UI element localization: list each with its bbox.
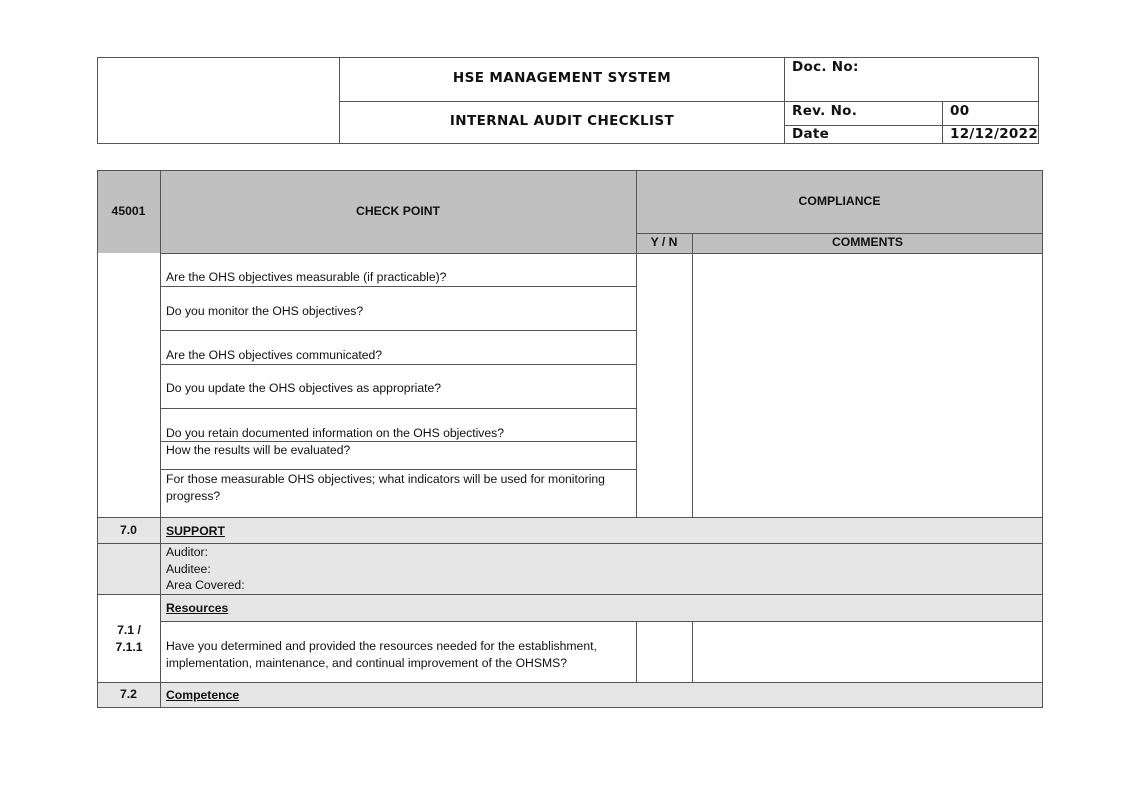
checkpoint-header: CHECK POINT [356,204,440,218]
resources-question: Have you determined and provided the resources needed for the establishment, implementation, maintenance, and continual improvement of the OHSMS? [166,639,597,670]
doc-no-label: Doc. No: [792,59,859,75]
support-title: SUPPORT [166,524,225,538]
row-divider [160,330,636,331]
comments-cell[interactable] [693,254,1042,517]
resources-title: Resources [166,601,229,615]
yn-answer-cell[interactable] [637,254,692,517]
meta-divider-1 [784,101,1039,102]
checkpoint-question: Are the OHS objectives communicated? [166,348,383,362]
hline-compliance [636,233,1043,234]
document-title: INTERNAL AUDIT CHECKLIST [449,113,675,129]
resources-comments-cell[interactable] [693,622,1042,682]
support-clause: 7.0 [120,523,137,537]
resources-yn-cell[interactable] [637,622,692,682]
competence-row-bg [98,683,1042,707]
meta-value-divider [942,101,943,144]
resources-title-bg [161,595,1042,621]
hline-support-bottom [97,543,1043,544]
system-title: HSE MANAGEMENT SYSTEM [452,70,672,86]
compliance-header: COMPLIANCE [798,194,881,208]
area-covered-label: Area Covered: [166,578,245,592]
checkpoint-question: Are the OHS objectives measurable (if practicable)? [166,270,447,284]
competence-title: Competence [166,688,240,702]
title-divider [340,101,784,102]
checkpoint-question: Do you monitor the OHS objectives? [166,304,364,318]
logo-cell [97,57,340,144]
checkpoint-question: Do you update the OHS objectives as appropriate? [166,381,442,395]
resources-clause: 7.1 / 7.1.1 [115,623,143,654]
row-divider [160,408,636,409]
auditor-label: Auditor: [166,545,209,559]
checkpoint-question: Do you retain documented information on the OHS objectives? [166,426,505,440]
yn-header: Y / N [650,235,678,249]
row-divider [160,364,636,365]
rev-no-label: Rev. No. [792,103,858,119]
hline-competence-top [97,682,1043,683]
competence-clause: 7.2 [120,687,137,701]
row-divider [160,286,636,287]
date-value: 12/12/2022 [950,126,1039,142]
checkpoint-question: For those measurable OHS objectives; what indicators will be used for monitoring progress? [166,472,605,503]
comments-header: COMMENTS [831,235,904,249]
checkpoint-question: How the results will be evaluated? [166,443,351,457]
date-label: Date [792,126,830,142]
hline-support-top [97,517,1043,518]
auditee-label: Auditee: [166,562,211,576]
standard-header: 45001 [111,204,146,218]
row-divider [160,469,636,470]
rev-no-value: 00 [950,103,970,119]
